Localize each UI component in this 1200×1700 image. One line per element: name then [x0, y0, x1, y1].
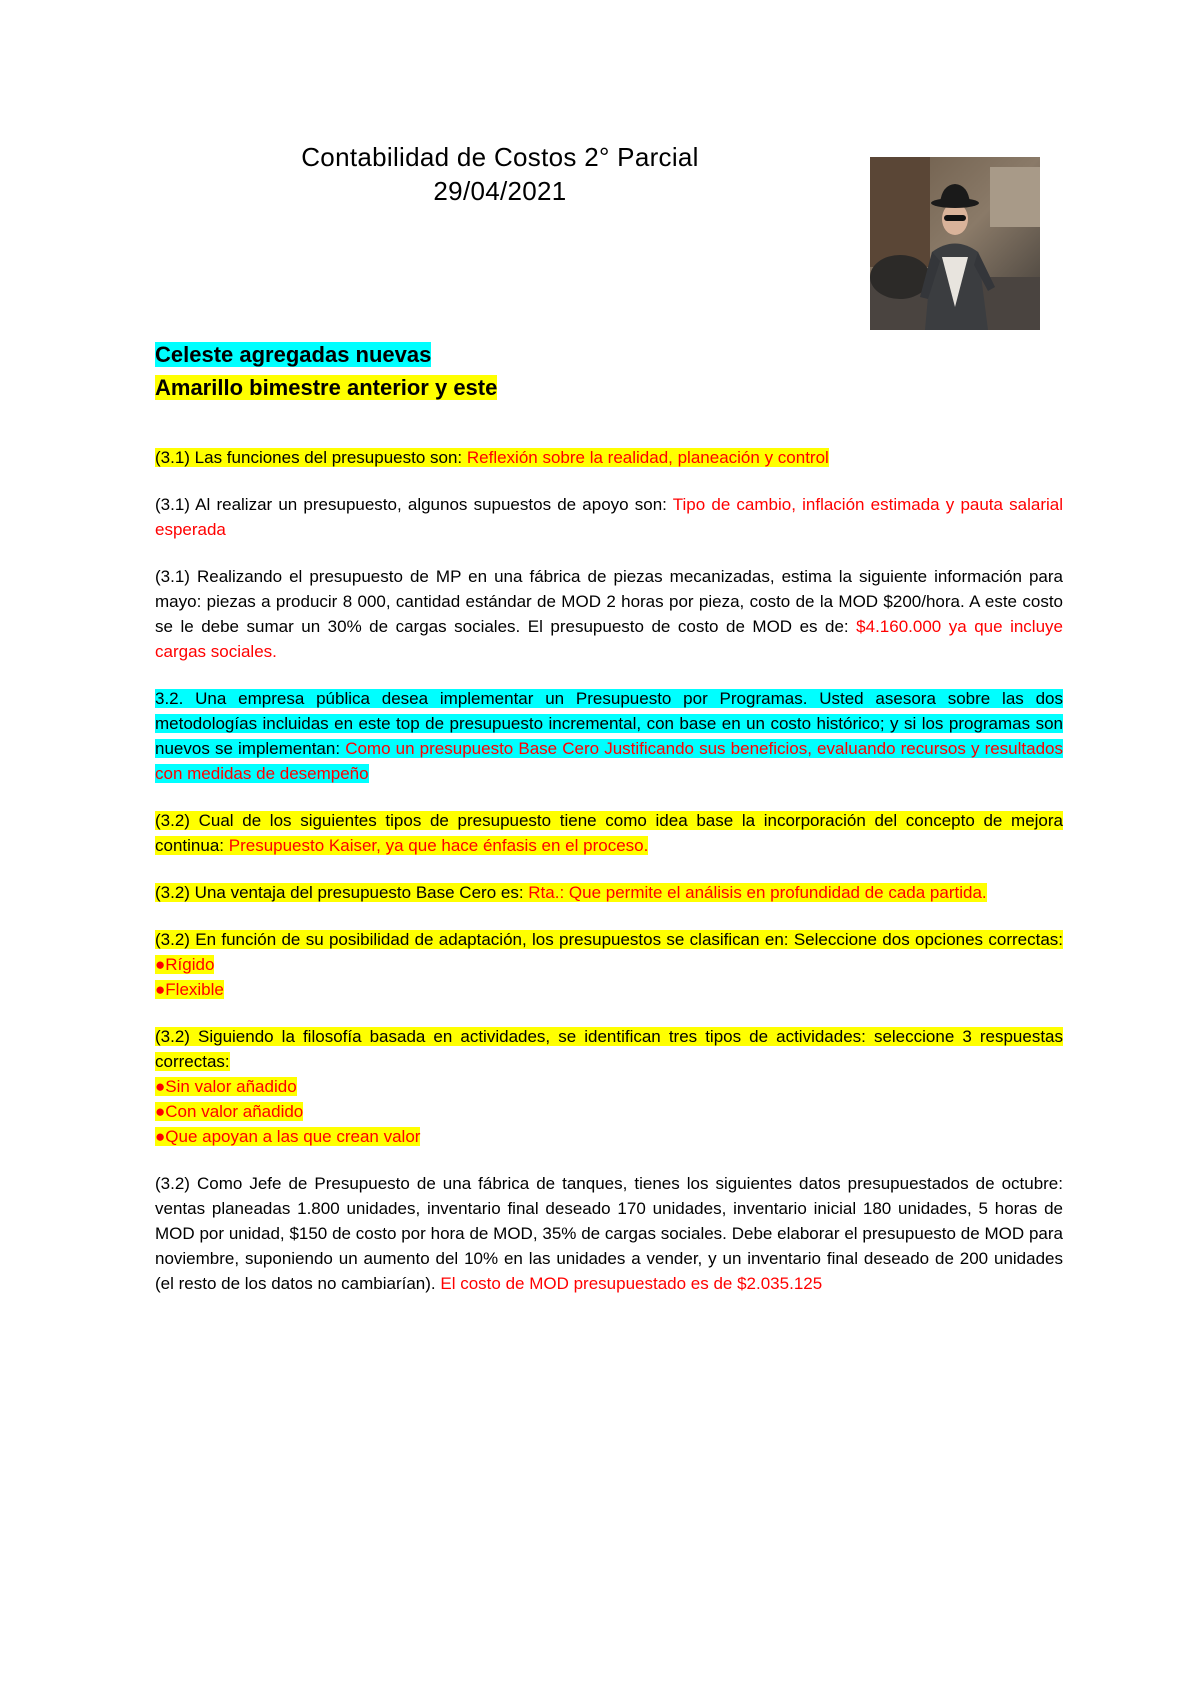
option-item: ●Flexible: [155, 980, 224, 999]
question-2: [155, 492, 1063, 542]
question-text: (3.2) Una ventaja del presupuesto Base Cero es:: [155, 883, 529, 902]
question-text: (3.1) Al realizar un presupuesto, algunos supuestos de apoyo son:: [155, 495, 673, 514]
option-item: ●Con valor añadido: [155, 1102, 304, 1121]
question-text: (3.1) Realizando el presupuesto de MP en una fábrica de piezas mecanizadas, estima la siguiente información para mayo: piezas a producir 8 000, cantidad estándar de MOD 2 horas por pieza, costo de la MOD $200/hora. A este costo se le debe sumar un 30% de cargas sociales. El presupuesto de costo de MOD es de:: [155, 567, 1063, 636]
question-text: 3.2. Una empresa pública desea implementar un Presupuesto por Programas. Usted asesora sobre las dos metodologías incluidas en este top de presupuesto incremental, con base en un costo histórico; y si los programas son nuevos se implementan:: [155, 689, 1063, 758]
option-item: ●Que apoyan a las que crean valor: [155, 1127, 421, 1146]
answer-text: El costo de MOD presupuestado es de $2.035.125: [440, 1274, 823, 1293]
question-text: (3.2) En función de su posibilidad de adaptación, los presupuestos se clasifican en: Seleccione dos opciones correctas:: [155, 930, 1063, 949]
option-item: ●Rígido: [155, 955, 215, 974]
legend-celeste: Celeste agregadas nuevas: [155, 342, 432, 367]
answer-text: Reflexión sobre la realidad, planeación y control: [466, 448, 829, 467]
document-date: 29/04/2021: [433, 176, 567, 206]
option-item: ●Sin valor añadido: [155, 1077, 297, 1096]
legend-amarillo: Amarillo bimestre anterior y este: [155, 375, 498, 400]
question-7: [155, 927, 1063, 1002]
question-5: [155, 808, 1063, 858]
portrait-photo-icon: [870, 157, 1040, 330]
color-legend: [155, 338, 497, 404]
answer-text: Presupuesto Kaiser, ya que hace énfasis en el proceso.: [228, 836, 649, 855]
question-8: [155, 1024, 1063, 1149]
question-6: [155, 880, 1063, 905]
answer-text: Rta.: Que permite el análisis en profundidad de cada partida.: [528, 883, 987, 902]
answer-text: $4.160.000 ya que incluye cargas sociales.: [155, 617, 1063, 661]
questions-list: [155, 445, 1063, 1318]
question-text: (3.2) Siguiendo la filosofía basada en actividades, se identifican tres tipos de actividades: seleccione 3 respuestas correctas:: [155, 1027, 1063, 1071]
portrait-photo: [870, 157, 1040, 330]
question-3: [155, 564, 1063, 664]
answer-text: Tipo de cambio, inflación estimada y pauta salarial esperada: [155, 495, 1063, 539]
question-text: (3.2) Cual de los siguientes tipos de presupuesto tiene como idea base la incorporación del concepto de mejora continua:: [155, 811, 1063, 855]
answer-text: Como un presupuesto Base Cero Justificando sus beneficios, evaluando recursos y resultados con medidas de desempeño: [155, 739, 1063, 783]
question-9: [155, 1171, 1063, 1296]
title-block: [230, 140, 770, 208]
question-text: (3.2) Como Jefe de Presupuesto de una fábrica de tanques, tienes los siguientes datos presupuestados de octubre: ventas planeadas 1.800 unidades, inventario final deseado 170 unidades, inventario inicial 180 unidades, 5 horas de MOD por unidad, $150 de costo por hora de MOD, 35% de cargas sociales. Debe elaborar el presupuesto de MOD para noviembre, suponiendo un aumento del 10% en las unidades a vender, y un inventario final deseado de 200 unidades (el resto de los datos no cambiarían).: [155, 1174, 1063, 1293]
question-4: [155, 686, 1063, 786]
question-1: [155, 445, 1063, 470]
question-text: (3.1) Las funciones del presupuesto son:: [155, 448, 467, 467]
document-title: Contabilidad de Costos 2° Parcial: [301, 142, 699, 172]
